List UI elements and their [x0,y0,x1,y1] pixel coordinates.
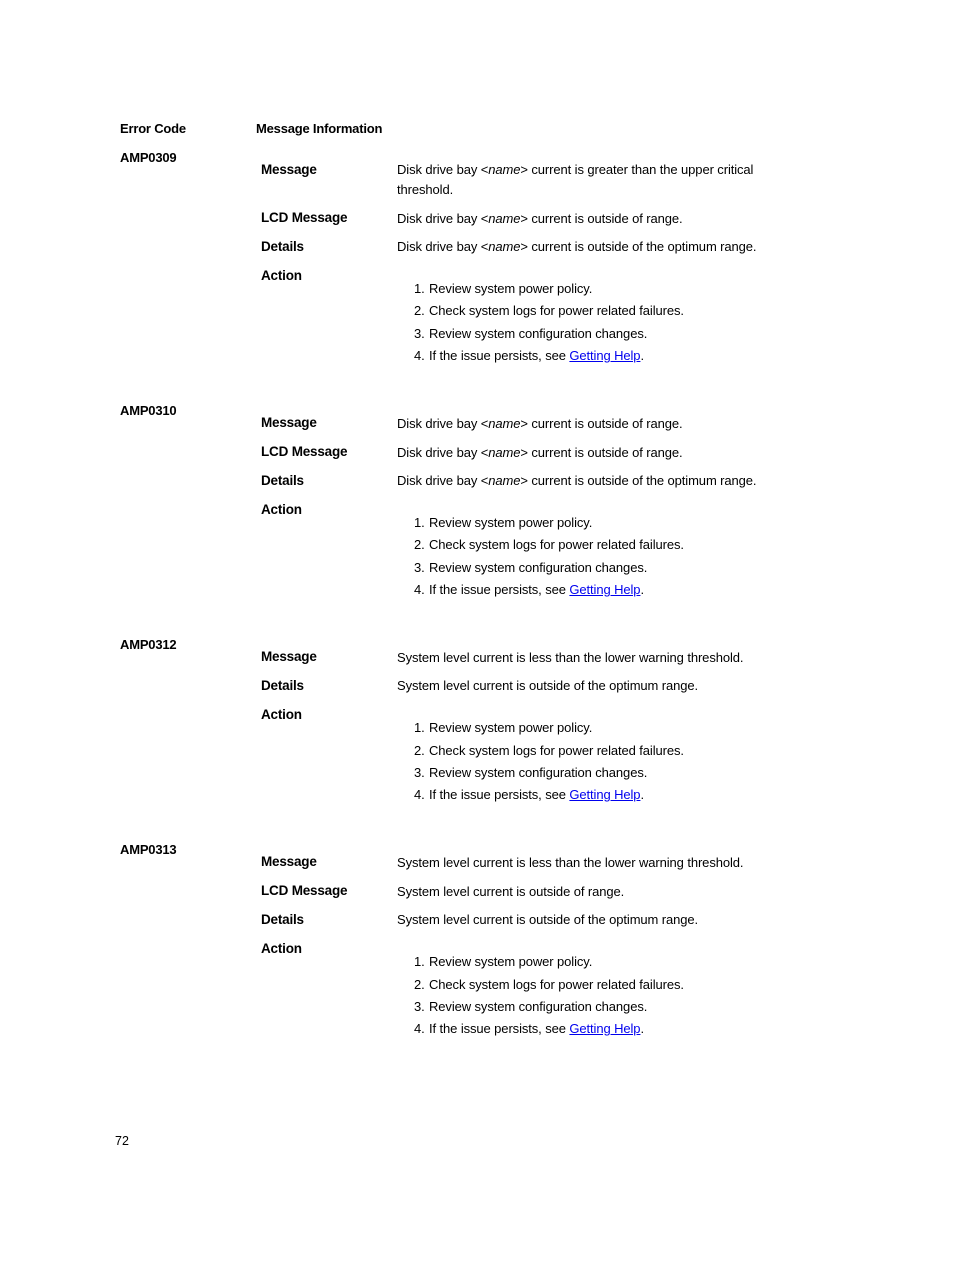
details-text: Disk drive bay <name> current is outside of the optimum range. [397,239,757,254]
getting-help-link[interactable]: Getting Help [569,1021,641,1036]
error-code: AMP0313 [120,842,177,857]
message-label: Message [261,415,317,430]
details-label: Details [261,912,304,927]
action-label: Action [261,707,302,722]
action-step: 3. Review system configuration changes. [414,560,648,575]
message-label: Message [261,854,317,869]
action-step: 4. If the issue persists, see Getting Help. [414,1021,644,1036]
action-step: 2. Check system logs for power related failures. [414,303,684,318]
header-message-information: Message Information [256,121,383,136]
details-label: Details [261,239,304,254]
lcd-message-text: System level current is outside of range. [397,884,625,899]
details-label: Details [261,473,304,488]
action-label: Action [261,268,302,283]
page-number: 72 [115,1134,129,1148]
action-step: 3. Review system configuration changes. [414,326,648,341]
message-text: Disk drive bay <name> current is greater than the upper critical [397,162,754,177]
details-text: System level current is outside of the optimum range. [397,678,699,693]
lcd-message-text: Disk drive bay <name> current is outside of range. [397,211,683,226]
message-text-continued: threshold. [397,182,454,197]
action-step: 3. Review system configuration changes. [414,765,648,780]
details-text: Disk drive bay <name> current is outside of the optimum range. [397,473,757,488]
action-label: Action [261,941,302,956]
error-code: AMP0312 [120,637,177,652]
action-step: 2. Check system logs for power related failures. [414,743,684,758]
lcd-message-label: LCD Message [261,883,348,898]
action-step: 1. Review system power policy. [414,515,593,530]
action-step: 4. If the issue persists, see Getting Help. [414,787,644,802]
getting-help-link[interactable]: Getting Help [569,348,641,363]
error-code: AMP0310 [120,403,177,418]
action-step: 4. If the issue persists, see Getting Help. [414,348,644,363]
message-text: Disk drive bay <name> current is outside of range. [397,416,683,431]
message-text: System level current is less than the lower warning threshold. [397,855,744,870]
lcd-message-label: LCD Message [261,210,348,225]
error-code: AMP0309 [120,150,177,165]
message-label: Message [261,649,317,664]
details-label: Details [261,678,304,693]
action-step: 3. Review system configuration changes. [414,999,648,1014]
message-text: System level current is less than the lower warning threshold. [397,650,744,665]
action-step: 2. Check system logs for power related failures. [414,537,684,552]
lcd-message-label: LCD Message [261,444,348,459]
lcd-message-text: Disk drive bay <name> current is outside of range. [397,445,683,460]
action-step: 1. Review system power policy. [414,281,593,296]
getting-help-link[interactable]: Getting Help [569,787,641,802]
message-label: Message [261,162,317,177]
action-step: 1. Review system power policy. [414,720,593,735]
action-step: 2. Check system logs for power related failures. [414,977,684,992]
header-error-code: Error Code [120,121,186,136]
details-text: System level current is outside of the optimum range. [397,912,699,927]
getting-help-link[interactable]: Getting Help [569,582,641,597]
action-label: Action [261,502,302,517]
action-step: 1. Review system power policy. [414,954,593,969]
action-step: 4. If the issue persists, see Getting Help. [414,582,644,597]
